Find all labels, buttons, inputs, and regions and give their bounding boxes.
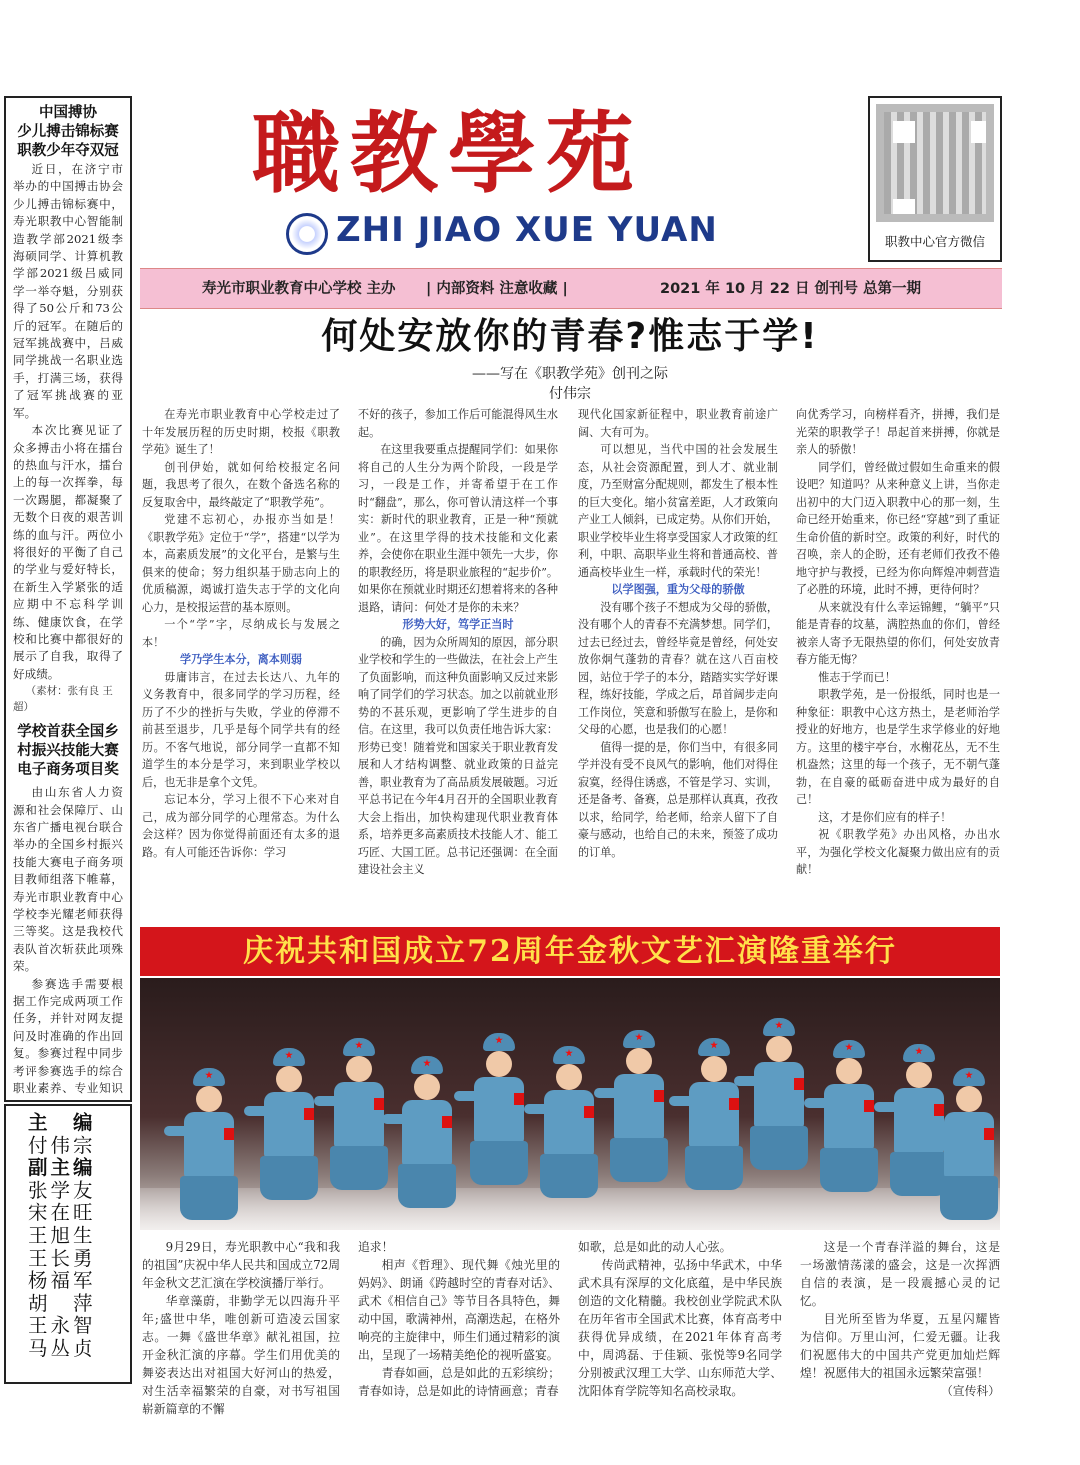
dancer-band2 xyxy=(864,1100,874,1112)
paragraph: 目光所至皆为华夏，五星闪耀皆为信仰。万里山河，仁爱无疆。让我们祝愿伟大的中国共产党更加灿烂辉煌！祝愿伟大的祖国永远繁荣富强！ xyxy=(800,1312,1000,1380)
paragraph: 如歌，总是如此的动人心弦。 xyxy=(578,1240,732,1254)
dancer-band2 xyxy=(984,1128,994,1140)
dancer-band2 xyxy=(304,1108,314,1120)
paragraph: 党建不忘初心，办报亦当如是！《职教学苑》定位于“学”，搭建“以学为本，高素质发展”的文化平台，是繁与生俱来的使命；努力组织基于励志向上的优质稿源，竭诚打造失志于学的文化向心力，是校报运营的基本原则。 xyxy=(142,513,340,614)
issue-date: 2021 年 10 月 22 日 创刊号 总第一期 xyxy=(660,281,922,297)
dancer-arm xyxy=(314,1096,354,1106)
dancer-figure xyxy=(610,1030,668,1182)
paragraph: 从来就没有什么幸运锦鲤，“躺平”只能是青春的坟墓，满腔热血的你们，曾经被亲人寄予无限热望的你们，何处安放青春方能无悔？ xyxy=(796,600,1000,666)
chief-editor-name: 付伟宗 xyxy=(28,1133,96,1157)
paragraph: 同学们，曾经做过假如生命重来的假设吧？知道吗？从来种意义上讲，当你走出初中的大门迈入职教中心的那一刻，生命已经开始重来，你已经“穿越”到了重证生命价值的新时空。政策的利好，时代的召唤，亲人的企盼，还有老师们孜孜不倦地守护与教授，已经为你向辉煌冲刺营造了必胜的环境，此时不搏，更待何时？ xyxy=(796,460,1000,596)
chief-editor-label: 主 编 xyxy=(28,1111,96,1134)
dancer-cap xyxy=(698,1038,730,1056)
section-heading: 以学图强，重为父母的骄傲 xyxy=(611,583,745,596)
dancer-face xyxy=(276,1066,302,1092)
internal-note: | 内部资料 注意收藏 | xyxy=(426,281,568,297)
section-heading: 学乃学生本分，离本则弱 xyxy=(179,653,303,666)
dancer-face xyxy=(486,1051,512,1077)
editor-name: 张学友 xyxy=(28,1178,96,1202)
dancer-face xyxy=(414,1074,440,1100)
dancer-figure xyxy=(540,1046,598,1198)
dancer-cap xyxy=(483,1033,515,1051)
event-column-4 xyxy=(800,1238,1000,1460)
dancer-legs xyxy=(610,1138,668,1182)
dancer-arm xyxy=(164,1126,204,1136)
dancer-legs xyxy=(540,1154,598,1198)
dancer-figure xyxy=(470,1033,528,1185)
editor-name: 胡 萍 xyxy=(28,1291,96,1315)
issue-info-band xyxy=(140,268,1002,309)
event-banner: 庆祝共和国成立72周年金秋文艺汇演隆重举行 xyxy=(140,927,1000,976)
dancer-face xyxy=(626,1048,652,1074)
dancer-arm xyxy=(454,1091,494,1101)
paragraph: 现代化国家新征程中，职业教育前途广阔、大有可为。 xyxy=(578,408,778,439)
paragraph: 的确，因为众所周知的原因，部分职业学校和学生的一些做法，在社会上产生了负面影响，而这种负面影响又反过来影响了同学们的学习状态。加之以前就业形势的不甚乐观，更影响了学生进步的自信。在这里，我可以负责任地告诉大家：形势已变！随着党和国家关于职业教育发展和人才结构调整、就业政策的日益完善，职业教育为了高品质发展破题。习近平总书记在今年4月召开的全国职业教育大会上指出，加快构建现代职业教育体系，培养更多高素质技术技能人才、能工巧匠、大国工匠。总书记还强调：在全面建设社会主义 xyxy=(358,635,558,876)
story-paragraph: 本次比赛见证了众多搏击小将在擂台的热血与汗水，擂台上的每一次挥拳，每一次踢腿，都凝聚了无数个日夜的艰苦训练的血与汗。两位小将很好的平衡了自己的学业与爱好特长，在新生入学紧张的适应期中不忘科学训练、健康饮食，在学校和比赛中都很好的展示了自我，取得了好成绩。 xyxy=(13,423,123,681)
dancer-body xyxy=(824,1084,874,1150)
dancer-cap xyxy=(553,1046,585,1064)
paragraph: 没有哪个孩子不想成为父母的骄傲，没有哪个人的青春不充满梦想。同学们，过去已经过去，曾经毕竟是曾经，何处安放你炯气蓬勃的青春？就在这八百亩校园，站位于学子的本分，踏踏实实学好课程，练好技能，学成之后，昂首阔步走向工作岗位，笑意和骄傲写在脸上，是你和父母的心愿，也是我们的心愿！ xyxy=(578,600,778,736)
dancer-cap xyxy=(763,1018,795,1036)
qr-caption: 职教中心官方微信 xyxy=(884,234,985,249)
paragraph: 祝《职教学苑》办出风格，办出水平，为强化学校文化凝聚力做出应有的贡献！ xyxy=(796,828,1000,876)
sidebar-story-boxing xyxy=(13,104,123,715)
dancer-face xyxy=(766,1036,792,1062)
dancer-body xyxy=(544,1090,594,1156)
story-source: （素材：张有良 王超） xyxy=(13,685,113,714)
paragraph: 这，才是你们应有的样子！ xyxy=(818,810,952,824)
paragraph: 毋庸讳言，在过去长达八、九年的义务教育中，很多同学的学习历程，经历了不少的挫折与失败，学业的停滞不前甚至退步，几乎是每个同学共有的经历。不客气地说，部分同学一直都不知道学生的本分是学习，来到职业学校以后，也无非是拿个文凭。 xyxy=(142,670,340,789)
dancer-face xyxy=(346,1056,372,1082)
story-paragraph: 近日，在济宁市举办的中国搏击协会少儿搏击锦标赛中，寿光职教中心智能制造教学部2021级李海硕同学、计算机教学部2021级吕威同学一举夺魁，分别获得了50公斤和73公斤的冠军。在随后的冠军挑战赛中，吕威同学挑战一名职业选手，打满三场，获得了冠军挑战赛的亚军。 xyxy=(13,162,123,420)
paragraph: 在寿光市职业教育中心学校走过了十年发展历程的历史时期，校报《职教学苑》诞生了！ xyxy=(142,408,340,456)
deputy-editor-label: 副主编 xyxy=(28,1156,96,1180)
section-heading: 形势大好，笃学正当时 xyxy=(402,618,514,631)
editor-list xyxy=(4,1104,132,1384)
dancer-legs xyxy=(750,1126,808,1170)
dancer-cap xyxy=(623,1030,655,1048)
story-title: 中国搏协 少儿搏击锦标赛 职教少年夺双冠 xyxy=(17,105,119,159)
paragraph: 这是一个青春洋溢的舞台，这是一场激情荡漾的盛会，这是一次挥洒自信的表演，是一段震撼心灵的记忆。 xyxy=(800,1240,1000,1308)
dancer-body xyxy=(894,1088,944,1154)
paragraph: 在这里我要重点提醒同学们：如果你将自己的人生分为两个阶段，一段是学习，一段是工作，并寄希望于在工作时“翻盘”，那么，你可曾认清这样一个事实：新时代的职业教育，正是一种“预就业”。在这里学得的技术技能和文化素养，会使你在职业生涯中领先一大步，你的职教经历，将是职业旅程的“起步价”。如果你在预就业时期还幻想着将来的各种退路，请问：何处才是你的未来？ xyxy=(358,443,558,614)
dancer-cap xyxy=(833,1040,865,1058)
dancer-face xyxy=(836,1058,862,1084)
paragraph: 一个“学”字，尽纳成长与发展之本！ xyxy=(142,618,340,649)
article-column-4 xyxy=(796,406,1000,918)
dancer-cap xyxy=(273,1048,305,1066)
sponsor-text: 寿光市职业教育中心学校 主办 xyxy=(202,281,396,297)
dancer-figure xyxy=(260,1048,318,1200)
dancer-figure xyxy=(330,1038,388,1190)
paragraph: 追求！ xyxy=(358,1240,394,1254)
dancer-arm xyxy=(382,1114,422,1124)
dancer-face xyxy=(701,1056,727,1082)
editor-name: 王长勇 xyxy=(28,1246,96,1270)
dancer-body xyxy=(474,1077,524,1143)
paragraph: （宣传科） xyxy=(941,1384,1000,1398)
article-column-1 xyxy=(142,406,340,918)
editor-name: 王旭生 xyxy=(28,1223,96,1247)
dancer-band2 xyxy=(374,1098,384,1110)
dancer-cap xyxy=(411,1056,443,1074)
dancer-body xyxy=(754,1062,804,1128)
event-column-1 xyxy=(142,1238,340,1460)
paragraph: 华章藻蔚，非勤学无以四海升平年;盛世中华，唯创新可造凌云国家志。一舞《盛世华章》献礼祖国，拉开金秋汇演的序幕。学生们用优美的舞姿表达出对祖国大好河山的热爱，对生活幸福繁荣的自豪，对书写祖国崭新篇章的不懈 xyxy=(142,1294,340,1416)
dancer-legs xyxy=(180,1176,238,1220)
dancer-legs xyxy=(820,1148,878,1192)
school-emblem-icon xyxy=(286,213,328,255)
dancer-face xyxy=(956,1086,982,1112)
dancer-band2 xyxy=(224,1128,234,1140)
dancer-band2 xyxy=(729,1098,739,1110)
dancer-figure xyxy=(398,1056,456,1208)
dancer-body xyxy=(944,1112,994,1178)
dancer-body xyxy=(689,1082,739,1148)
dancer-legs xyxy=(685,1146,743,1190)
event-column-3 xyxy=(578,1238,782,1460)
dancer-arm xyxy=(874,1102,914,1112)
dancer-body xyxy=(184,1112,234,1178)
paragraph: 向优秀学习，向榜样看齐，拼搏，我们是光荣的职教学子！昂起首来拼搏，你就是亲人的骄傲！ xyxy=(796,408,1000,456)
article-author: 付伟宗 xyxy=(549,386,591,402)
paragraph: 惟志于学而已！ xyxy=(818,670,896,684)
dancer-face xyxy=(196,1086,222,1112)
masthead-pinyin: ZHI JIAO XUE YUAN xyxy=(336,210,718,250)
dancer-cap xyxy=(343,1038,375,1056)
paragraph: 职教学苑，是一份报纸，同时也是一种象征：职教中心这方热土，是老师治学授业的好地方，也是学生求学修业的好地方。这里的楼宇亭台，水榭花丛，无不生机盎然；这里的每一个孩子，无不朝气蓬勃，在自豪的砥砺奋进中成为最好的自己！ xyxy=(796,688,1000,806)
editor-name: 马丛贞 xyxy=(28,1336,96,1360)
paragraph: 值得一提的是，你们当中，有很多同学并没有受不良风气的影响，他们对得住寂寞，经得住诱惑，不管是学习、实训，还是备考、备赛，总是那样认真真，孜孜以求，给同学，给老师，给亲人留下了自豪与感动，也给自己的未来，预签了成功的订单。 xyxy=(578,740,778,859)
paragraph: 创刊伊始，就如何给校报定名问题，我思考了很久，在数个备选名称的反复取舍中，最终敲定了“职教学苑”。 xyxy=(142,460,340,509)
story-paragraph: 由山东省人力资源和社会保障厅、山东省广播电视台联合举办的全国乡村振兴技能大赛电子商务项目教师组落下帷幕，寿光市职业教育中心学校李光耀老师获得三等奖。这是我校代表队首次斩获此项殊荣。 xyxy=(13,785,123,974)
dancer-body xyxy=(334,1082,384,1148)
story-title: 学校首获全国乡 村振兴技能大赛 电子商务项目奖 xyxy=(17,724,119,779)
dancer-arm xyxy=(669,1096,709,1106)
dancer-figure xyxy=(940,1068,998,1220)
dancer-legs xyxy=(940,1176,998,1220)
dancer-arm xyxy=(244,1106,284,1116)
dancer-band2 xyxy=(794,1078,804,1090)
editor-name: 宋在旺 xyxy=(28,1201,96,1225)
event-column-2 xyxy=(358,1238,560,1460)
sidebar-news xyxy=(4,96,132,1102)
story-paragraph: 参赛选手需要根据工作完成两项工作任务，并针对网友提问及时准确的作出回复。参赛过程中同步考评参赛选手的综合职业素养、专业知识 xyxy=(13,976,123,1096)
article-column-2 xyxy=(358,406,558,918)
paragraph: 可以想见，当代中国的社会发展生态，从社会资源配置，到人才、就业制度，乃至财富分配规则，都发生了根本性的巨大变化。缩小贫富差距，人才政策向产业工人倾斜，已成定势。从你们开始，职业学校毕业生将享受国家人才政策的红利，中职、高职毕业生将和普通高校、普通高校毕业生一样，承载时代的荣光！ xyxy=(578,443,778,579)
editor-name: 王永智 xyxy=(28,1314,96,1338)
dancer-arm xyxy=(524,1104,564,1114)
masthead-logo: 職教學苑 xyxy=(252,101,645,205)
sidebar-story-ecommerce xyxy=(13,723,123,1102)
dancer-arm xyxy=(804,1098,844,1108)
dancer-face xyxy=(906,1062,932,1088)
dancer-arm xyxy=(734,1076,774,1086)
dancer-body xyxy=(402,1100,452,1166)
article-headline: 何处安放你的青春?惟志于学! xyxy=(321,316,819,357)
dancer-band2 xyxy=(584,1106,594,1118)
dancer-body xyxy=(264,1092,314,1158)
paragraph: 青春如画，总是如此的五彩缤纷；青春如诗，总是如此的诗情画意；青春 xyxy=(358,1366,560,1398)
dancer-figure xyxy=(750,1018,808,1170)
dancer-band2 xyxy=(654,1090,664,1102)
dancer-cap xyxy=(953,1068,985,1086)
dancer-figure xyxy=(180,1068,238,1220)
paragraph: 不好的孩子，参加工作后可能混得风生水起。 xyxy=(358,408,558,439)
dancer-body xyxy=(614,1074,664,1140)
dancer-cap xyxy=(193,1068,225,1086)
paragraph: 传尚武精神，弘扬中华武术，中华武术具有深厚的文化底蕴，是中华民族创造的文化精髓。我校创业学院武术队在历年省市全国武术比赛，体育高考中获得优异成绩，在2021年体育高考中，周鸿磊、于佳颖、张悦等9名同学分别被武汉理工大学、山东师范大学、沈阳体育学院等知名高校录取。 xyxy=(578,1258,782,1398)
dancer-figure xyxy=(820,1040,878,1192)
paragraph: 9月29日，寿光职教中心“我和我的祖国”庆祝中华人民共和国成立72周年金秋文艺汇演在学校演播厅举行。 xyxy=(142,1240,340,1290)
qr-code-icon[interactable] xyxy=(876,104,994,222)
dancer-arm xyxy=(594,1088,634,1098)
dancer-band2 xyxy=(442,1116,452,1128)
dancer-legs xyxy=(330,1146,388,1190)
qr-code-panel xyxy=(868,96,1002,262)
paragraph: 忘记本分，学习上很不下心来对自己，成为部分同学的心理常态。为什么会这样？因为你觉得前面还有太多的退路。有人可能还告诉你：学习 xyxy=(142,793,340,859)
dancer-arm xyxy=(924,1126,964,1136)
dancer-legs xyxy=(260,1156,318,1200)
article-column-3 xyxy=(578,406,778,918)
dancer-figure xyxy=(685,1038,743,1190)
performance-photo xyxy=(140,978,1000,1230)
paragraph: 相声《哲理》、现代舞《烛光里的妈妈》、朗诵《跨越时空的青春对话》、武术《相信自己》等节目各具特色，舞动中国，歌满神州，高潮迭起，在格外响亮的主旋律中，师生们通过精彩的演出，呈现了一场精美绝伦的视听盛宴。 xyxy=(358,1258,560,1362)
dancer-face xyxy=(556,1064,582,1090)
dancer-cap xyxy=(903,1044,935,1062)
dancer-legs xyxy=(470,1141,528,1185)
dancer-legs xyxy=(398,1164,456,1208)
dancer-band2 xyxy=(514,1093,524,1105)
article-subhead: ——写在《职教学苑》创刊之际 xyxy=(472,366,668,382)
editor-name: 杨福军 xyxy=(28,1269,96,1293)
